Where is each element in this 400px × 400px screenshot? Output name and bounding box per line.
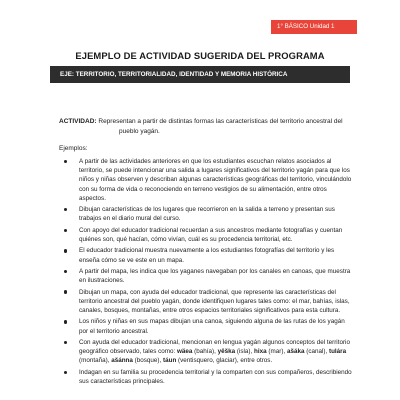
list-item-text: Dibujan características de los lugares que recorrieron en la salida a terreno y presentan sus trabajos en el diario mural del curso.: [79, 206, 335, 223]
yagan-word: hixa: [254, 348, 267, 356]
bullet-icon: [64, 208, 67, 211]
grade-unit-badge: 1° BÁSICO Unidad 1: [271, 20, 357, 34]
list-item-text: [79, 339, 350, 364]
text-segment: (isla),: [235, 348, 255, 356]
text-segment: (ventisquero, glaciar), entre otros.: [176, 357, 273, 365]
text-segment: (montaña),: [79, 357, 112, 365]
examples-list: [63, 157, 353, 388]
yagan-word: yëška: [217, 348, 236, 356]
yagan-word: ašáka: [286, 348, 305, 356]
text-segment: (mar),: [266, 348, 287, 356]
text-segment: (bosque),: [132, 357, 164, 365]
text-segment: (canal),: [304, 348, 329, 356]
activity-text-line2: pueblo yagán.: [119, 128, 160, 135]
text-segment: Con ayuda del educador tradicional, mencionan en lengua yagán algunos conceptos del territorio geográfico observado, tales como:: [79, 338, 350, 356]
activity-text-line1: Representan a partir de distintas formas las características del territorio ancestral del: [98, 118, 343, 125]
list-item: [63, 246, 353, 264]
yagan-word: tulára: [328, 348, 347, 356]
list-item: [63, 157, 353, 203]
bullet-icon: [64, 290, 67, 293]
activity-label: ACTIVIDAD:: [59, 118, 97, 125]
bullet-icon: [64, 270, 67, 273]
list-item: [63, 368, 353, 386]
bullet-icon: [64, 249, 67, 252]
list-item: [63, 226, 353, 244]
yagan-word: ašánna: [111, 357, 133, 365]
bullet-icon: [64, 371, 67, 374]
list-item: [63, 267, 353, 285]
examples-label: Ejemplos:: [59, 145, 88, 152]
list-item: [63, 317, 353, 335]
bullet-icon: [64, 320, 67, 323]
list-item: [63, 205, 353, 223]
activity-statement: [59, 117, 351, 137]
yagan-word: wäea: [177, 348, 193, 356]
list-item-text: Los niños y niñas en sus mapas dibujan una canoa, siguiendo alguna de las rutas de los yagán por el territorio ancestral.: [79, 318, 345, 335]
page-title: EJEMPLO DE ACTIVIDAD SUGERIDA DEL PROGRAMA: [75, 50, 325, 61]
bullet-icon: [64, 229, 67, 232]
list-item: [63, 288, 353, 316]
list-item-text: Con apoyo del educador tradicional recuerdan a sus ancestros mediante fotografías y cuentan quiénes son, qué hacían, cómo vivían, cuál es su procedencia territorial, etc.: [79, 226, 343, 243]
list-item: [63, 338, 353, 366]
list-item-text: Indagan en su familia su procedencia territorial y la comparten con sus compañeros, describiendo sus características principales.: [79, 368, 352, 385]
text-segment: (bahía),: [192, 348, 218, 356]
list-item-text: A partir de las actividades anteriores en que los estudiantes escuchan relatos asociados al territorio, se puede intencionar una salida a lugares significativos del territorio yagán para que los niños y niñas observen y describan algunas características geográficas del territorio, vinculándolo con su forma de vida o reconociendo en terreno vestigios de su alimentación, entre otros aspectos.: [79, 158, 352, 202]
list-item-text: Dibujan un mapa, con ayuda del educador tradicional, que represente las características del territorio ancestral del pueblo yagán, donde identifiquen lugares tales como: el mar, bahías, islas, canales, bosques, montañas, entre otros espacios territoriales significativos para esta cultura.: [79, 288, 350, 314]
bullet-icon: [64, 341, 67, 344]
axis-banner: [50, 66, 350, 83]
list-item-text: A partir del mapa, les indica que los yaganes navegaban por los canales en canoas, que muestra en ilustraciones.: [79, 267, 351, 285]
axis-banner-text: EJE: TERRITORIO, TERRITORIALIDAD, IDENTIDAD Y MEMORIA HISTÓRICA: [60, 71, 288, 78]
bullet-icon: [64, 160, 67, 163]
list-item-text: El educador tradicional muestra nuevamente a los estudiantes fotografías del territorio y les enseña cómo se ve este en un mapa.: [79, 247, 335, 264]
yagan-word: táun: [163, 357, 177, 365]
